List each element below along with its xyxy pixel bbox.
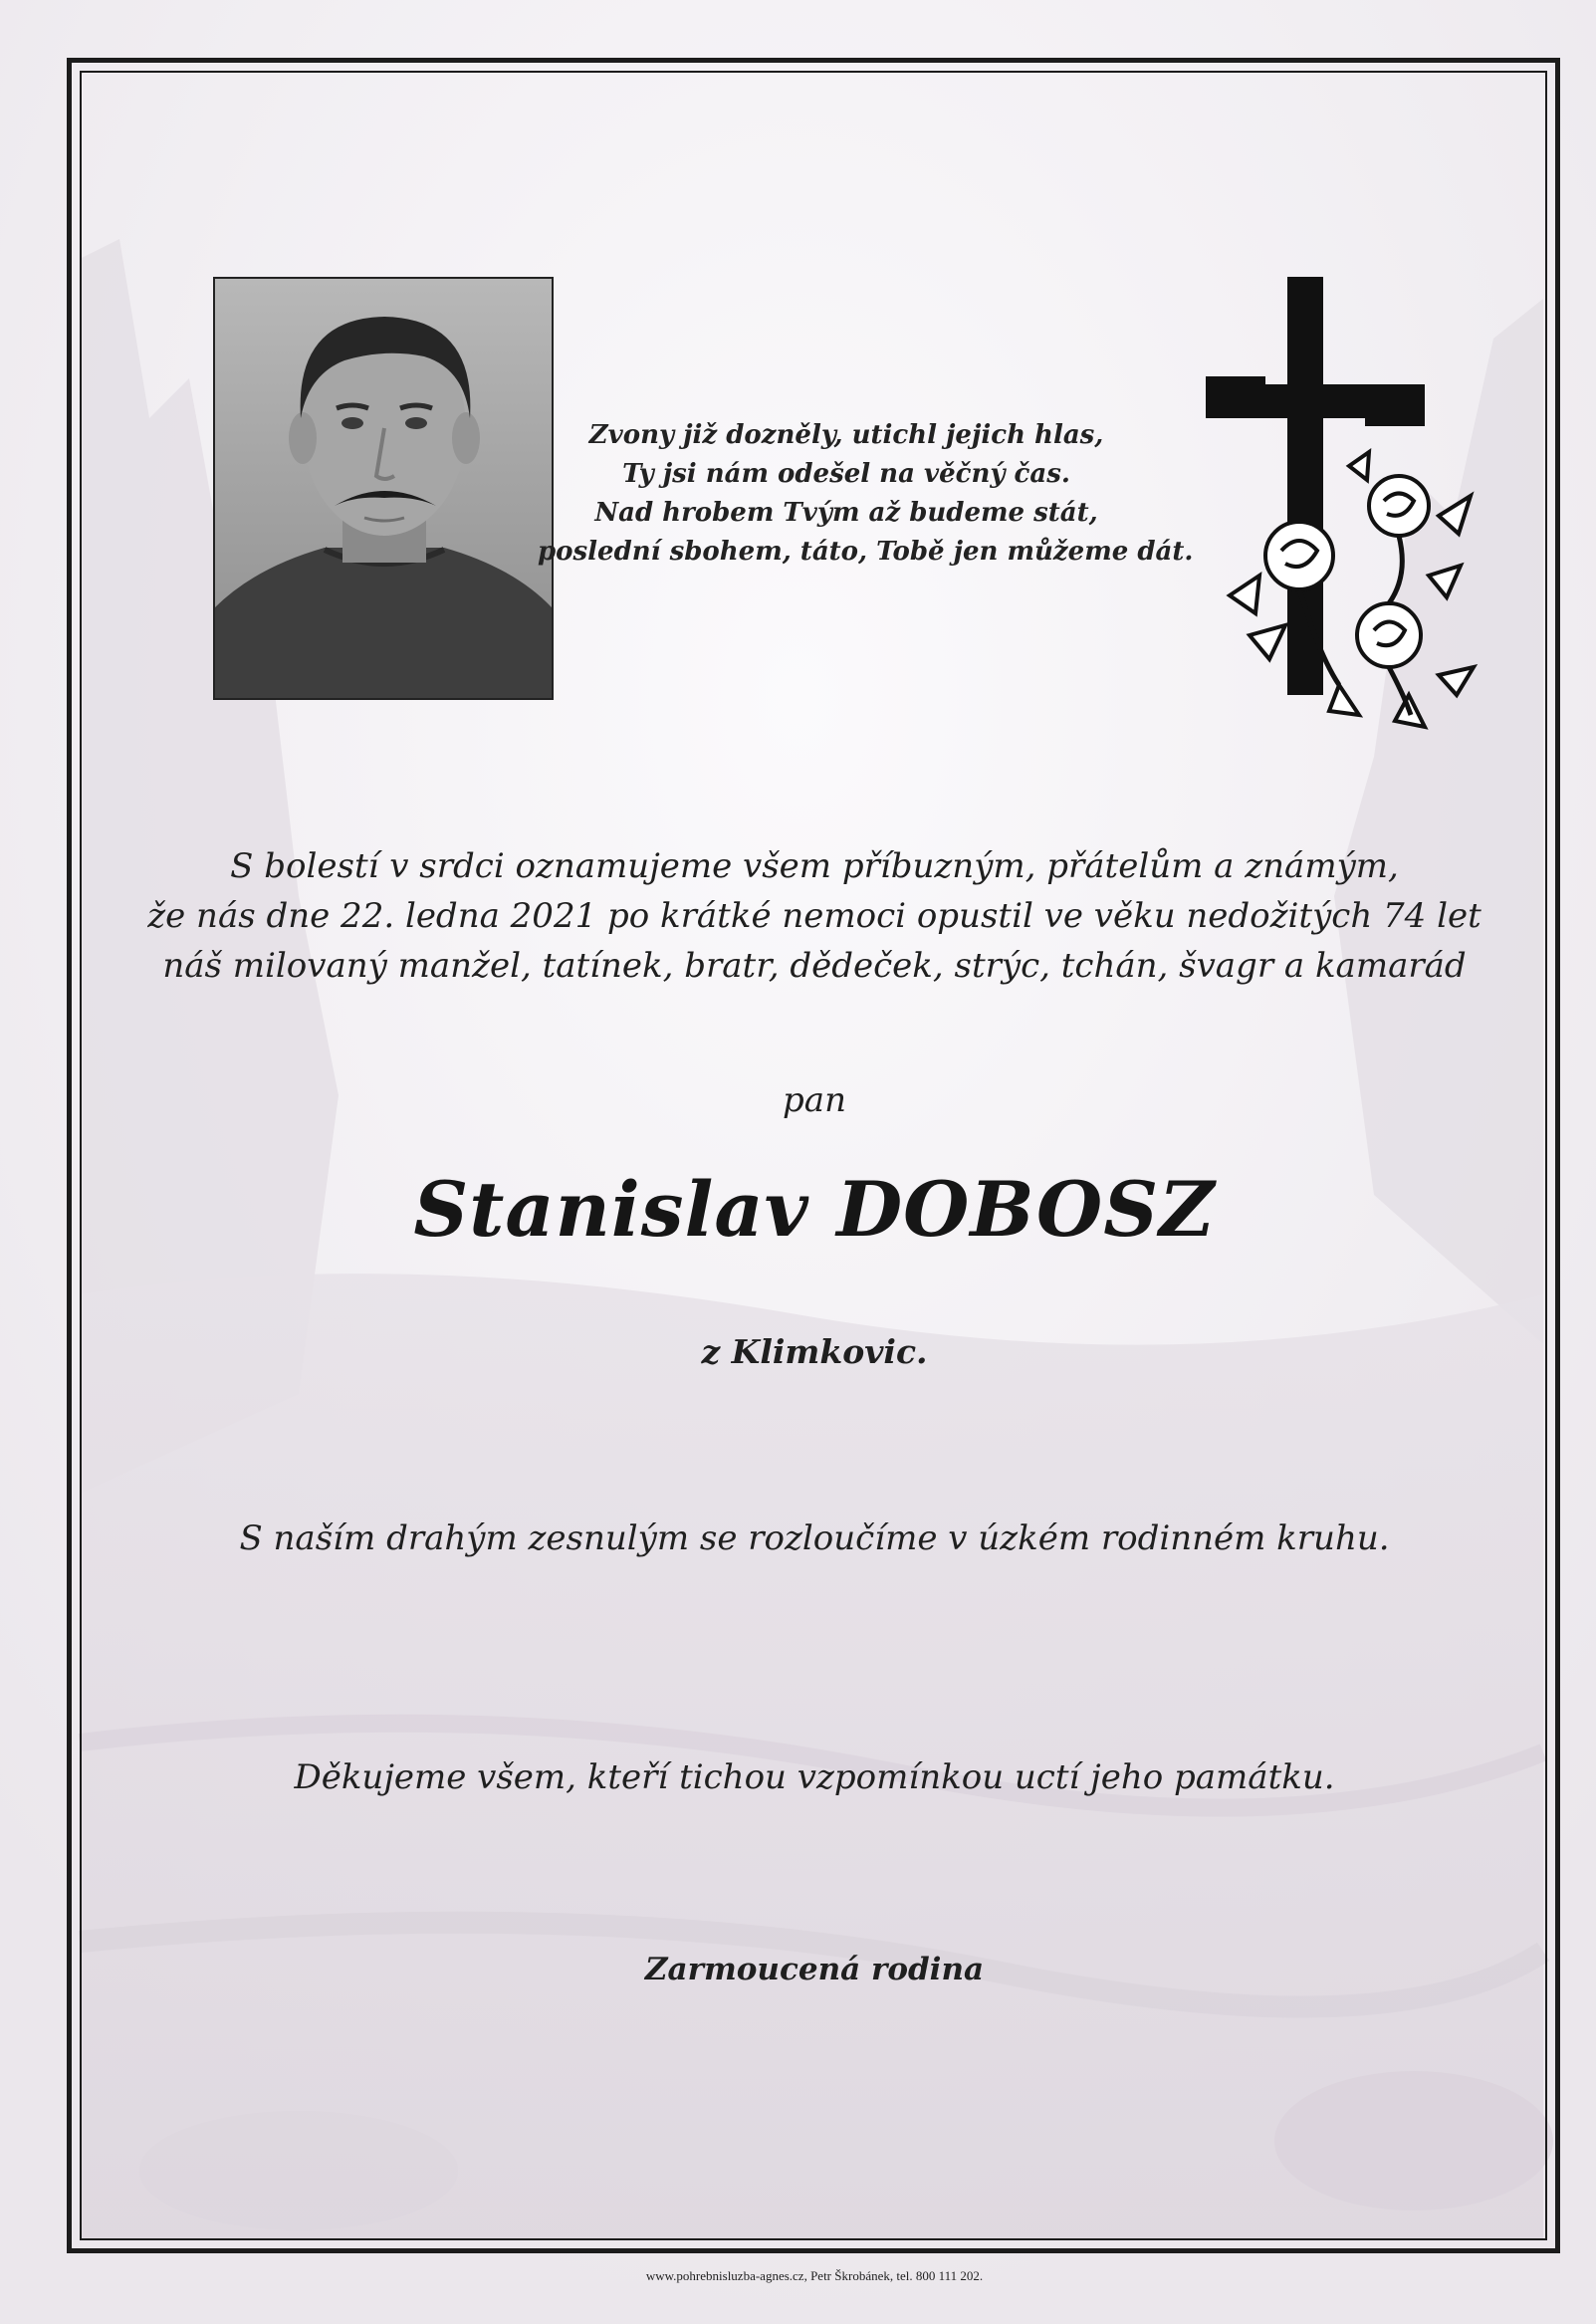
announcement-line: že nás dne 22. ledna 2021 po krátké nemoci opustil ve věku nedožitých 74 let <box>147 896 1482 936</box>
funeral-service-footer: www.pohrebnisluzba-agnes.cz, Petr Škrobánek, tel. 800 111 202. <box>645 2268 984 2283</box>
verse-line: Nad hrobem Tvým až budeme stát, <box>594 498 1098 528</box>
thanks-notice: Děkujeme všem, kteří tichou vzpomínkou uctí jeho památku. <box>294 1757 1335 1797</box>
cross-with-roses-icon <box>1190 277 1488 730</box>
announcement-line: náš milovaný manžel, tatínek, bratr, dědeček, strýc, tchán, švagr a kamarád <box>162 946 1467 986</box>
announcement-line: S bolestí v srdci oznamujeme všem příbuzným, přátelům a známým, <box>230 846 1399 886</box>
deceased-name: Stanislav DOBOSZ <box>413 1165 1216 1254</box>
origin-town: z Klimkovic. <box>701 1332 928 1371</box>
verse-line: Zvony již dozněly, utichl jejich hlas, <box>588 420 1104 450</box>
verse-line: poslední sbohem, táto, Tobě jen můžeme dát. <box>538 537 1194 567</box>
farewell-notice: S naším drahým zesnulým se rozloučíme v úzkém rodinném kruhu. <box>239 1518 1390 1558</box>
portrait-photo <box>213 277 554 700</box>
verse-line: Ty jsi nám odešel na věčný čas. <box>622 459 1070 489</box>
verse-poem <box>538 416 1194 572</box>
death-announcement <box>100 841 1529 991</box>
family-signature: Zarmoucená rodina <box>644 1952 985 1987</box>
salutation: pan <box>783 1080 846 1120</box>
